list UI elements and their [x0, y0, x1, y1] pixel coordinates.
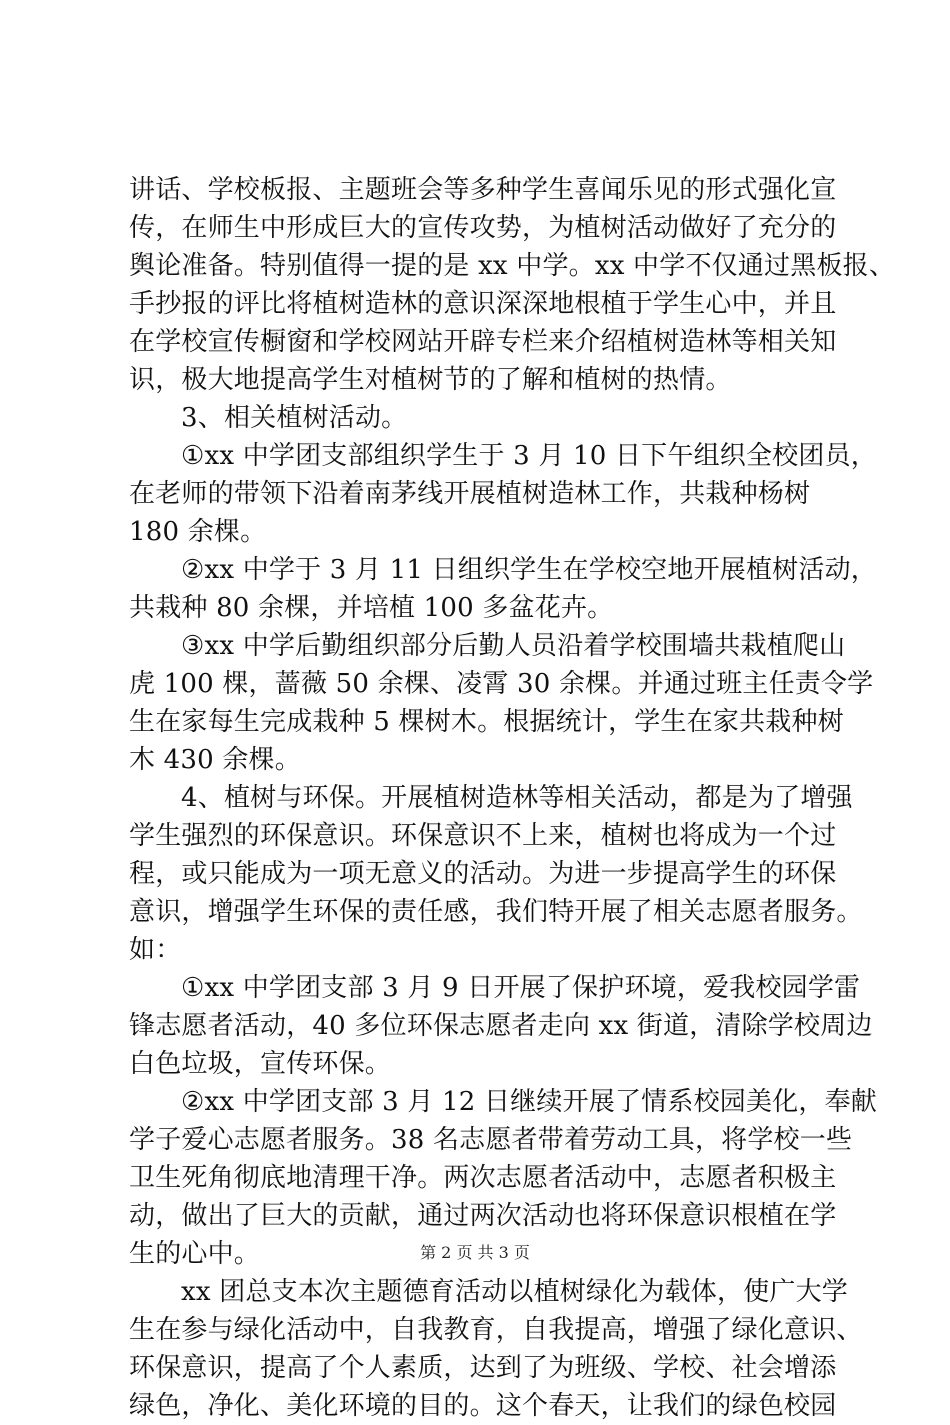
text-line: 卫生死角彻底地清理干净。两次志愿者活动中，志愿者积极主	[129, 1163, 837, 1193]
text-line: 动，做出了巨大的贡献，通过两次活动也将环保意识根植在学	[129, 1201, 837, 1231]
text-line: 在学校宣传橱窗和学校网站开辟专栏来介绍植树造林等相关知	[129, 327, 837, 357]
text-line: ①xx 中学团支部组织学生于 3 月 10 日下午组织全校团员，	[181, 441, 877, 471]
text-line: 绿色，净化、美化环境的目的。这个春天，让我们的绿色校园	[129, 1391, 837, 1421]
text-line: 生在参与绿化活动中，自我教育，自我提高，增强了绿化意识、	[129, 1315, 863, 1345]
text-line: 木 430 余棵。	[129, 745, 301, 775]
text-line: ②xx 中学团支部 3 月 12 日继续开展了情系校园美化，奉献	[181, 1087, 877, 1117]
text-line: 手抄报的评比将植树造林的意识深深地根植于学生心中，并且	[129, 289, 837, 319]
text-line: 生的心中。	[129, 1239, 261, 1269]
text-line: 舆论准备。特别值得一提的是 xx 中学。xx 中学不仅通过黑板报、	[129, 251, 896, 281]
text-line: 学生强烈的环保意识。环保意识不上来，植树也将成为一个过	[129, 821, 837, 851]
text-line: 识，极大地提高学生对植树节的了解和植树的热情。	[129, 365, 732, 395]
text-line: 讲话、学校板报、主题班会等多种学生喜闻乐见的形式强化宣	[129, 175, 837, 205]
text-line: 传，在师生中形成巨大的宣传攻势，为植树活动做好了充分的	[129, 213, 837, 243]
text-line: 意识，增强学生环保的责任感，我们特开展了相关志愿者服务。	[129, 897, 863, 927]
text-line: 180 余棵。	[129, 517, 267, 547]
body-text	[129, 171, 896, 1425]
text-line: xx 团总支本次主题德育活动以植树绿化为载体，使广大学	[181, 1277, 848, 1307]
text-line: 学子爱心志愿者服务。38 名志愿者带着劳动工具，将学校一些	[129, 1125, 853, 1155]
text-line: 共栽种 80 余棵，并培植 100 多盆花卉。	[129, 593, 614, 623]
text-line: 生在家每生完成栽种 5 棵树木。根据统计，学生在家共栽种树	[129, 707, 844, 737]
page-footer: 第 2 页 共 3 页	[420, 1243, 530, 1262]
text-line: 环保意识，提高了个人素质，达到了为班级、学校、社会增添	[129, 1353, 837, 1383]
text-line: 锋志愿者活动，40 多位环保志愿者走向 xx 街道，清除学校周边	[129, 1011, 873, 1041]
section-heading: 3、相关植树活动。	[181, 403, 408, 433]
text-line: 程，或只能成为一项无意义的活动。为进一步提高学生的环保	[129, 859, 837, 889]
text-line: 白色垃圾，宣传环保。	[129, 1049, 392, 1079]
text-line: ②xx 中学于 3 月 11 日组织学生在学校空地开展植树活动，	[181, 555, 877, 585]
text-line: ③xx 中学后勤组织部分后勤人员沿着学校围墙共栽植爬山	[181, 631, 846, 661]
text-line: 虎 100 棵，蔷薇 50 余棵、凌霄 30 余棵。并通过班主任责令学	[129, 669, 874, 699]
text-line: ①xx 中学团支部 3 月 9 日开展了保护环境，爱我校园学雷	[181, 973, 861, 1003]
text-line: 如：	[129, 935, 182, 965]
section-heading: 4、植树与环保。开展植树造林等相关活动，都是为了增强	[181, 783, 853, 813]
text-line: 在老师的带领下沿着南茅线开展植树造林工作，共栽种杨树	[129, 479, 811, 509]
